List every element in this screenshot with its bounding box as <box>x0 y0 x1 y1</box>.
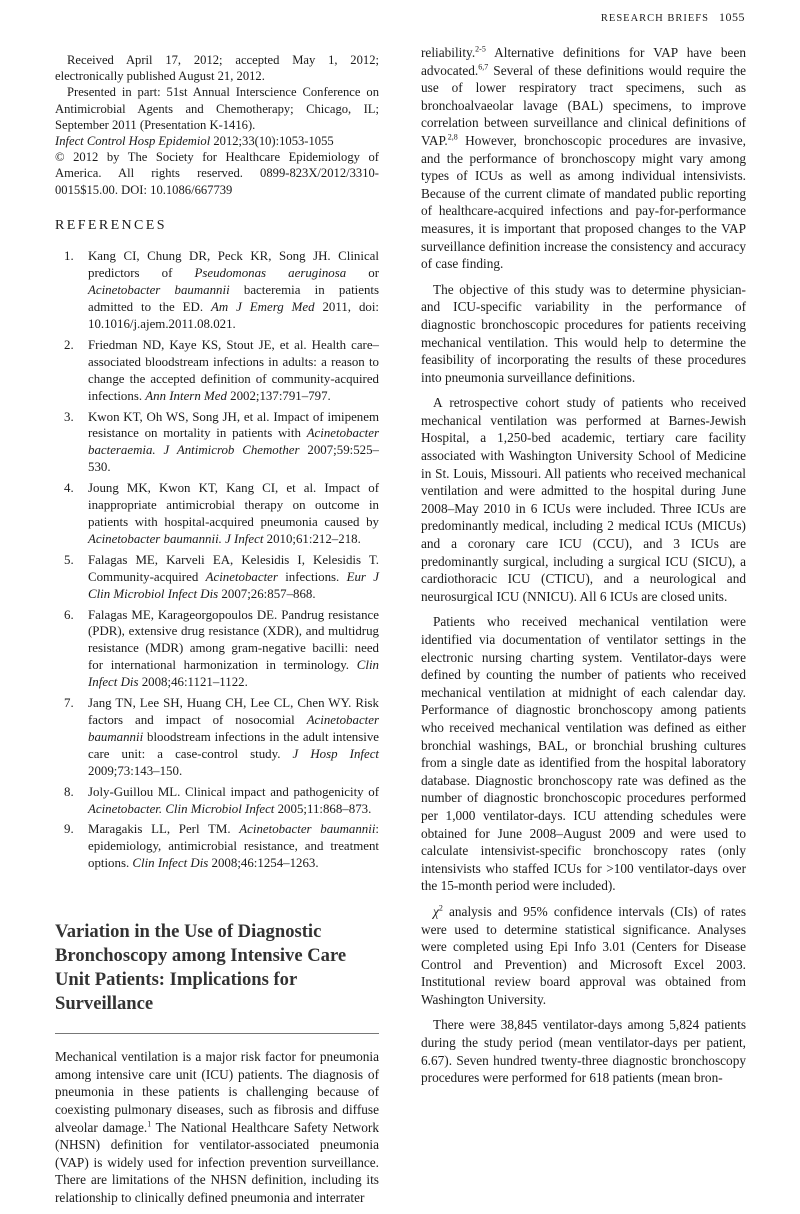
reference-item <box>55 337 379 405</box>
right-column <box>421 44 746 1095</box>
reference-list <box>55 248 379 872</box>
body-paragraph <box>55 1048 379 1206</box>
citation-superscript: 2,8 <box>447 132 458 142</box>
text-run: 2009;73:143–150. <box>88 763 183 778</box>
text-run: Falagas ME, Karageorgopoulos DE. Pandrug resistance (PDR), extensive drug resistance (XDR), and multidrug resistance (MDR) among gram-negative bacilli: need for international harmonization in terminology. <box>88 607 379 673</box>
text-run: The National Healthcare Safety Network (NHSN) definition for ventilator-associated pneumonia (VAP) is widely used for infection prevention surveillance. There are limitations of the NHSN definition, including its relationship to clinically defined pneumonia and interrater <box>55 1119 380 1205</box>
citation-superscript: 2-5 <box>475 44 486 54</box>
text-run: Acinetobacter baumannii. J Infect <box>88 531 264 546</box>
citation-superscript: 1 <box>147 1119 152 1129</box>
citation-superscript: 6,7 <box>478 62 489 72</box>
text-run: Am J Emerg Med <box>211 300 315 315</box>
article-title: Variation in the Use of Diagnostic Bronchoscopy among Intensive Care Unit Patients: Implications for Surveillance <box>55 921 347 1015</box>
section-name: RESEARCH BRIEFS <box>600 13 709 24</box>
text-run: 2007;26:857–868. <box>218 586 316 601</box>
text-run: 2011, doi: 10.1016/j.ajem.2011.08.021. <box>88 300 379 332</box>
text-run: 2005;11:868–873. <box>274 801 372 816</box>
text-run: bloodstream infections in the adult intensive care unit: a case-control study. <box>88 729 379 761</box>
text-run: Falagas ME, Karveli EA, Kelesidis I, Kelesidis T. Community-acquired <box>88 552 379 584</box>
text-run: 2008;46:1121–1122. <box>138 675 248 690</box>
text-run: However, bronchoscopic procedures are invasive, and the performance of bronchoscopy might vary among types of ICUs as well as among individual intensivists. Because of the current climate of mandated public reporting of healthcare-acquired infections and pay-for-performance measures, it is important that proposed changes to the VAP surveillance definition increase the consistency and accuracy of case finding. <box>421 132 746 272</box>
text-run: Pseudomonas aeruginosa <box>194 266 347 281</box>
text-run: infections. <box>277 569 347 584</box>
text-run: Ann Intern Med <box>145 388 227 403</box>
article-metadata <box>55 52 379 198</box>
reference-number: 5. <box>64 552 74 567</box>
text-run: Maragakis LL, Perl TM. <box>88 822 240 837</box>
text-run: bacteremia in patients admitted to the ED. <box>88 283 379 315</box>
text-run: Friedman ND, Kaye KS, Stout JE, et al. Health care–associated bloodstream infections in adults: a reason to change the accepted definition of community-acquired infections. <box>88 337 379 403</box>
text-run: analysis and 95% confidence intervals (CIs) of rates were used to determine statistical significance. Analyses were completed using Epi Info 3.01 (Centers for Disease Control and Prevention) and Microsoft Excel 2003. Institutional review board approval was obtained from Washington University. <box>421 903 746 1007</box>
text-run: Mechanical ventilation is a major risk factor for pneumonia among intensive care unit (ICU) patients. The diagnosis of pneumonia in these patients is challenging because of coexisting pulmonary diseases, such as fibrosis and diffuse alveolar damage. <box>55 1049 379 1135</box>
reference-number: 3. <box>64 409 74 424</box>
text-run: reliability. <box>421 45 476 60</box>
text-run: J Hosp Infect <box>292 746 379 761</box>
reference-item <box>55 248 379 333</box>
reference-item <box>55 552 379 603</box>
reference-item <box>55 784 379 818</box>
reference-item <box>55 607 379 692</box>
text-run: 2008;46:1254–1263. <box>208 856 319 871</box>
text-run: χ <box>433 903 439 919</box>
reference-number: 7. <box>64 696 74 711</box>
text-run: 2012;33(10):1053-1055 <box>210 134 334 149</box>
running-header <box>601 10 745 25</box>
text-run: Joung MK, Kwon KT, Kang CI, et al. Impact of inappropriate antimicrobial therapy on outcome in patients with hospital-acquired pneumonia caused by <box>88 481 379 530</box>
metadata-line <box>55 133 379 149</box>
text-run: Alternative definitions for VAP have been advocated. <box>421 45 746 78</box>
reference-item <box>55 695 379 780</box>
text-run: : epidemiology, antimicrobial resistance, and treatment options. <box>88 822 380 871</box>
body-paragraph <box>421 613 746 895</box>
text-run: Eur J Clin Microbiol Infect Dis <box>88 569 379 601</box>
text-run: Jang TN, Lee SH, Huang CH, Lee CL, Chen WY. Risk factors and impact of nosocomial <box>88 696 379 727</box>
body-paragraph <box>421 44 746 273</box>
metadata-line <box>55 149 379 198</box>
reference-number: 6. <box>64 607 74 622</box>
references-heading: REFERENCES <box>55 217 167 233</box>
reference-item <box>55 409 379 477</box>
reference-number: 9. <box>64 822 74 837</box>
text-run: Patients who received mechanical ventilation were identified via documentation of ventilator settings in the electronic nursing charting system. Ventilator-days were defined by counting the number of patients who received mechanical ventilation at midnight of each calendar day. Performance of diagnostic bronchoscopy among patients who received mechanical ventilation was defined as either bronchial washings, BAL, or bronchial brushing cultures from a single date as identified from the hospital laboratory database. Diagnostic bronchoscopy rate was defined as the number of diagnostic bronchoscopic procedures performed per 1,000 ventilator-days. ICU attending schedules were obtained for June 2008–August 2009 and were used to calculate intensivist-specific bronchoscopy rates (only intensivists who staffed ICUs for >100 ventilator-days over the 15-month period were included). <box>421 614 746 894</box>
text-run: © 2012 by The Society for Healthcare Epidemiology of America. All rights reserved. 0899-823X/2012/3310-0015$15.00. DOI: 10.1086/667739 <box>55 150 379 197</box>
reference-number: 8. <box>64 784 74 799</box>
text-run: There were 38,845 ventilator-days among 5,824 patients during the study period (mean ventilator-days per patient, 6.67). Seven hundred twenty-three diagnostic bronchoscopy procedures were performed for 618 patients (mean bron- <box>421 1017 746 1086</box>
text-run: Several of these definitions would require the use of lower respiratory tract specimens, such as bronchoalvaeolar lavage (BAL) specimens, to improve correlation between surveillance and clinical definitions of VAP. <box>421 62 746 148</box>
text-run: Infect Control Hosp Epidemiol <box>55 134 211 149</box>
text-run: Clin Infect Dis <box>88 658 379 690</box>
citation-superscript: 2 <box>438 903 443 913</box>
body-paragraph <box>421 394 746 605</box>
body-paragraph <box>421 903 746 1009</box>
text-run: Acinetobacter bacteraemia. J Antimicrob Chemother <box>88 426 379 458</box>
text-run: Acinetobacter baumannii <box>88 712 379 744</box>
text-run: 2010;61:212–218. <box>263 531 361 546</box>
text-run: Kang CI, Chung DR, Peck KR, Song JH. Clinical predictors of <box>88 249 379 281</box>
reference-item <box>55 821 379 872</box>
reference-item <box>55 480 379 548</box>
text-run: Acinetobacter. Clin Microbiol Infect <box>88 801 275 816</box>
reference-number: 1. <box>64 249 74 264</box>
text-run: Acinetobacter <box>205 569 278 584</box>
text-run: or <box>346 266 380 281</box>
metadata-line <box>55 52 379 84</box>
article-body-left <box>55 1048 379 1206</box>
page-number: 1055 <box>719 10 745 24</box>
text-run: 2002;137:791–797. <box>226 388 331 403</box>
left-column <box>55 52 379 1214</box>
text-run: Kwon KT, Oh WS, Song JH, et al. Impact of imipenem resistance on mortality in patients with <box>88 409 379 441</box>
body-paragraph <box>421 281 746 387</box>
text-run: Clin Infect Dis <box>132 856 209 871</box>
text-run: The objective of this study was to determine physician- and ICU-specific variability in the performance of diagnostic bronchoscopic procedures for patients receiving mechanical ventilation. This would help to determine the feasibility of incorporating the results of these procedures into pneumonia surveillance definitions. <box>421 281 746 385</box>
reference-number: 4. <box>64 481 74 496</box>
text-run: 2007;59:525–530. <box>88 443 380 475</box>
text-run: Joly-Guillou ML. Clinical impact and pathogenicity of <box>88 784 379 799</box>
metadata-line <box>55 84 379 133</box>
text-run: Acinetobacter baumannii <box>88 283 230 298</box>
title-divider <box>55 1033 379 1034</box>
text-run: Acinetobacter baumannii <box>239 822 376 837</box>
text-run: Presented in part: 51st Annual Interscience Conference on Antimicrobial Agents and Chemotherapy; Chicago, IL; September 2011 (Presentation K-1416). <box>55 85 379 132</box>
text-run: Received April 17, 2012; accepted May 1, 2012; electronically published August 21, 2012. <box>55 53 379 84</box>
reference-number: 2. <box>64 337 74 352</box>
text-run: A retrospective cohort study of patients who received mechanical ventilation was performed at Barnes-Jewish Hospital, a 1,250-bed academic, tertiary care facility associated with Washington University School of Medicine in St. Louis, Missouri. All patients who received mechanical ventilation and were admitted to the hospital during June 2008–May 2010 in 6 ICUs were included. Three ICUs are predominantly medical, including 2 medical ICUs (MICUs) and a coronary care ICU (CCU), and 3 ICUs are predominantly surgical, including a surgical ICU (SICU), a cardiothoracic ICU (CTICU), and a neurological and neurosurgical ICU (NNICU). All 6 ICUs are closed units. <box>421 395 746 604</box>
body-paragraph <box>421 1016 746 1086</box>
